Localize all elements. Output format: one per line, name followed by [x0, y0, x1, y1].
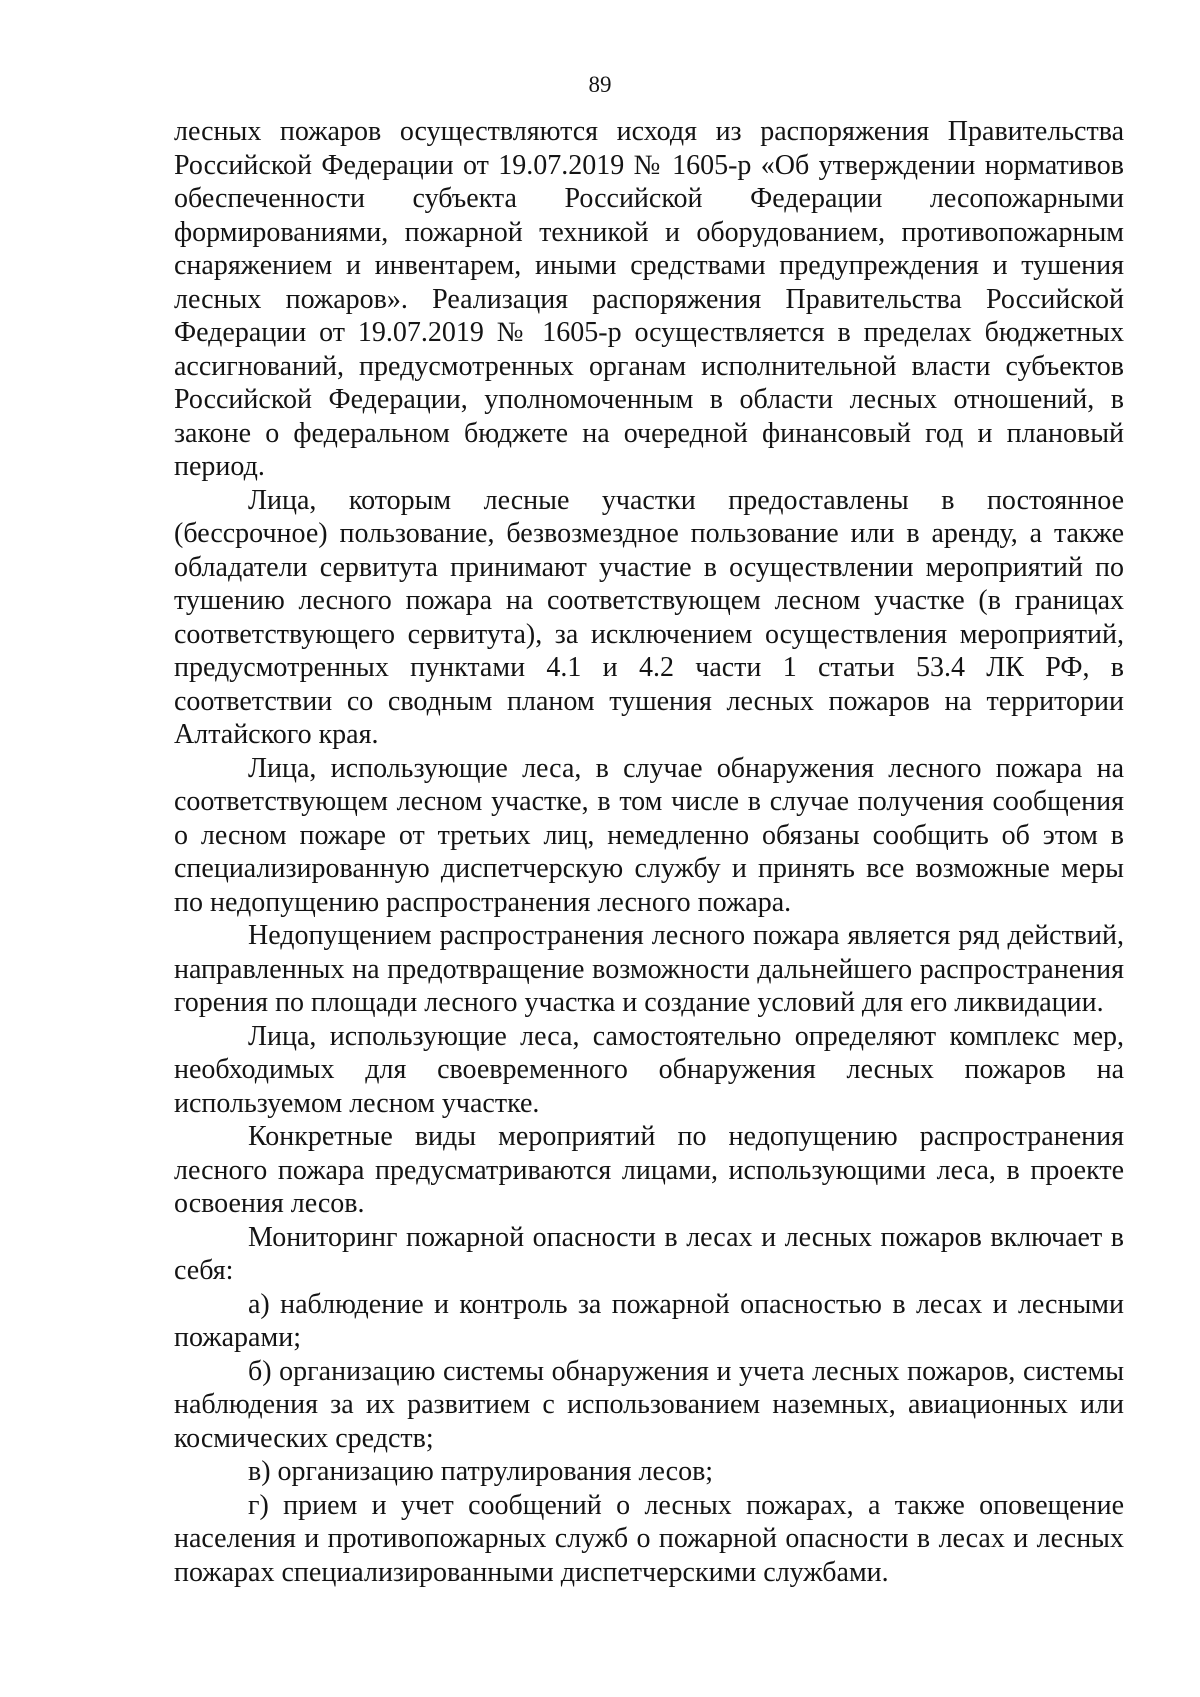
paragraph-lessees-participation: Лица, которым лесные участки предоставлены в постоянное (бессрочное) пользование, безвозмездное пользование или в аренду, а также обладатели сервитута принимают участие в осуществлении мероприятий по тушению лесного пожара на соответствующем лесном участке (в границах соответствующего сервитута), за исключением осуществления мероприятий, предусмотренных пунктами 4.1 и 4.2 части 1 статьи 53.4 ЛК РФ, в соответствии со сводным планом тушения лесных пожаров на территории Алтайского края. — [174, 484, 1124, 750]
paragraph-fire-detection-duty: Лица, использующие леса, в случае обнаружения лесного пожара на соответствующем лесном участке, в том числе в случае получения сообщения о лесном пожаре от третьих лиц, немедленно обязаны сообщить об этом в специализированную диспетчерскую службу и принять все возможные меры по недопущению распространения лесного пожара. — [174, 752, 1124, 918]
paragraph-detection-measures: Лица, использующие леса, самостоятельно определяют комплекс мер, необходимых для своевременного обнаружения лесных пожаров на используемом лесном участке. — [174, 1020, 1124, 1119]
document-body — [174, 115, 1124, 1589]
paragraph-monitoring-intro: Мониторинг пожарной опасности в лесах и лесных пожаров включает в себя: — [174, 1221, 1124, 1286]
list-item-g: г) прием и учет сообщений о лесных пожарах, а также оповещение населения и противопожарных служб о пожарной опасности в лесах и лесных пожарах специализированными диспетчерскими службами. — [174, 1489, 1124, 1588]
page-number: 89 — [588, 72, 612, 97]
paragraph-prevention-definition: Недопущением распространения лесного пожара является ряд действий, направленных на предотвращение возможности дальнейшего распространения горения по площади лесного участка и создание условий для его ликвидации. — [174, 920, 1124, 1018]
list-item-v: в) организацию патрулирования лесов; — [248, 1456, 714, 1487]
paragraph-continuation: лесных пожаров осуществляются исходя из распоряжения Правительства Российской Федерации от 19.07.2019 № 1605-р «Об утверждении нормативов обеспеченности субъекта Российской Федерации лесопожарными формированиями, пожарной техникой и оборудованием, противопожарным снаряжением и инвентарем, иными средствами предупреждения и тушения лесных пожаров». Реализация распоряжения Правительства Российской Федерации от 19.07.2019 № 1605-р осуществляется в пределах бюджетных ассигнований, предусмотренных органам исполнительной власти субъектов Российской Федерации, уполномоченным в области лесных отношений, в законе о федеральном бюджете на очередной финансовый год и плановый период. — [174, 116, 1124, 482]
list-item-a: а) наблюдение и контроль за пожарной опасностью в лесах и лесными пожарами; — [174, 1288, 1124, 1353]
list-item-b: б) организацию системы обнаружения и учета лесных пожаров, системы наблюдения за их развитием с использованием наземных, авиационных или космических средств; — [174, 1355, 1124, 1454]
paragraph-specific-measures: Конкретные виды мероприятий по недопущению распространения лесного пожара предусматриваются лицами, использующими леса, в проекте освоения лесов. — [174, 1121, 1124, 1219]
